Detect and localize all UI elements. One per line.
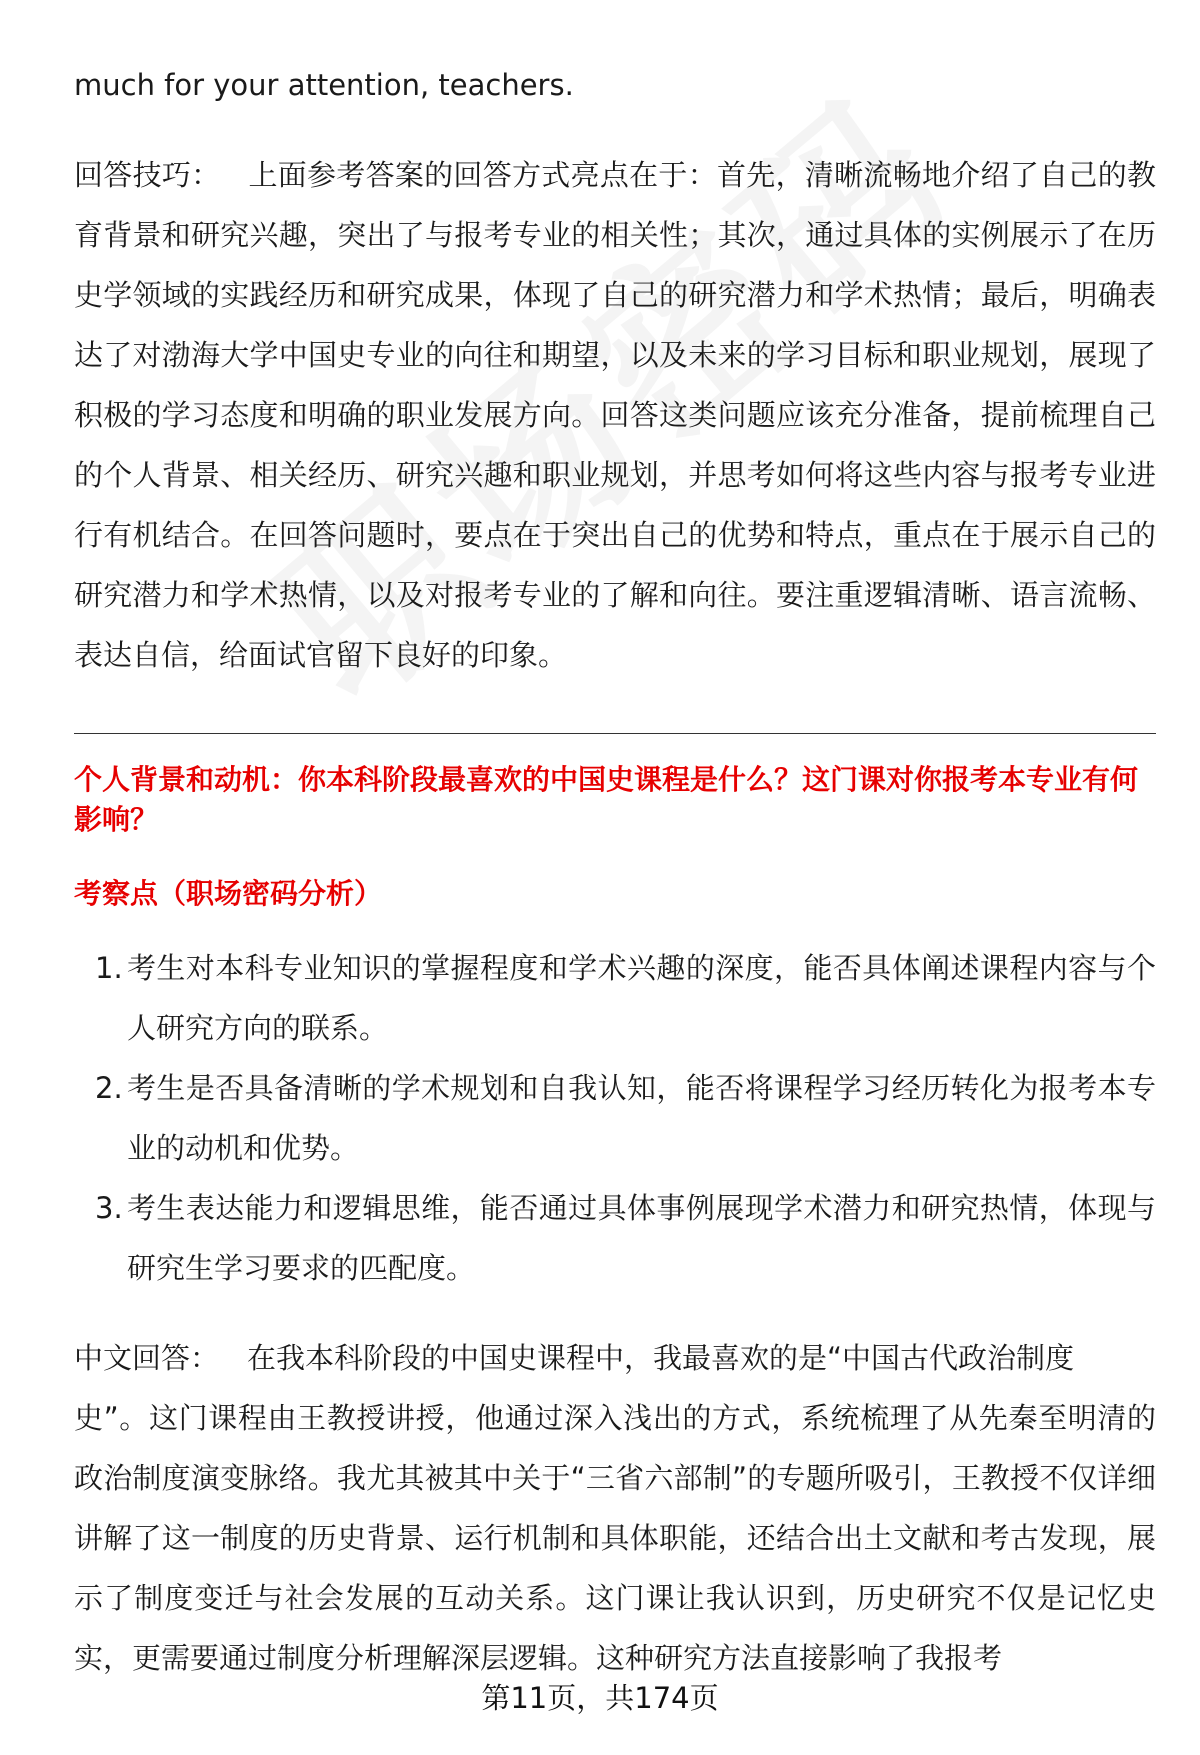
points-list — [74, 938, 1156, 1298]
answer-text: 史”。这门课程由王教授讲授，他通过深入浅出的方式，系统梳理了从先秦至明清的政治制度演变脉络。我尤其被其中关于“三省六部制”的专题所吸引，王教授不仅详细讲解了这一制度的历史背景、运行机制和具体职能，还结合出土文献和考古发现，展示了制度变迁与社会发展的互动关系。这门课让我认识到，历史研究不仅是记忆史实，更需要通过制度分析理解深层逻辑。这种研究方法直接影响了我报考 — [74, 1401, 1156, 1675]
question-heading: 个人背景和动机：你本科阶段最喜欢的中国史课程是什么？这门课对你报考本专业有何影响？ — [74, 763, 1139, 836]
list-item — [74, 938, 1156, 1058]
document-page — [74, 55, 1156, 1688]
tips-label: 回答技巧： — [74, 158, 221, 192]
answer-paragraph — [74, 1328, 1156, 1688]
page-footer: 第11页，共174页 — [481, 1681, 719, 1715]
top-text: much for your attention, teachers. — [74, 68, 574, 102]
list-number: 1. — [95, 951, 123, 985]
list-item — [74, 1058, 1156, 1178]
points-heading: 考察点（职场密码分析） — [74, 877, 383, 910]
list-number: 3. — [95, 1191, 123, 1225]
list-item — [74, 1178, 1156, 1298]
tips-text: 上面参考答案的回答方式亮点在于：首先，清晰流畅地介绍了自己的教育背景和研究兴趣，突出了与报考专业的相关性；其次，通过具体的实例展示了在历史学领域的实践经历和研究成果，体现了自己的研究潜力和学术热情；最后，明确表达了对渤海大学中国史专业的向往和期望，以及未来的学习目标和职业规划，展现了积极的学习态度和明确的职业发展方向。回答这类问题应该充分准备，提前梳理自己的个人背景、相关经历、研究兴趣和职业规划，并思考如何将这些内容与报考专业进行有机结合。在回答问题时，要点在于突出自己的优势和特点，重点在于展示自己的研究潜力和学术热情，以及对报考专业的了解和向往。要注重逻辑清晰、语言流畅、表达自信，给面试官留下良好的印象。 — [74, 158, 1156, 672]
tips-paragraph — [74, 145, 1156, 685]
list-text: 考生表达能力和逻辑思维，能否通过具体事例展现学术潜力和研究热情，体现与研究生学习要求的匹配度。 — [127, 1191, 1156, 1285]
list-number: 2. — [95, 1071, 123, 1105]
list-text: 考生对本科专业知识的掌握程度和学术兴趣的深度，能否具体阐述课程内容与个人研究方向的联系。 — [127, 951, 1156, 1045]
section-divider — [74, 733, 1156, 734]
answer-first-line: 在我本科阶段的中国史课程中，我最喜欢的是“中国古代政治制度 — [247, 1341, 1075, 1375]
list-text: 考生是否具备清晰的学术规划和自我认知，能否将课程学习经历转化为报考本专业的动机和优势。 — [127, 1071, 1156, 1165]
answer-label: 中文回答： — [74, 1341, 220, 1375]
